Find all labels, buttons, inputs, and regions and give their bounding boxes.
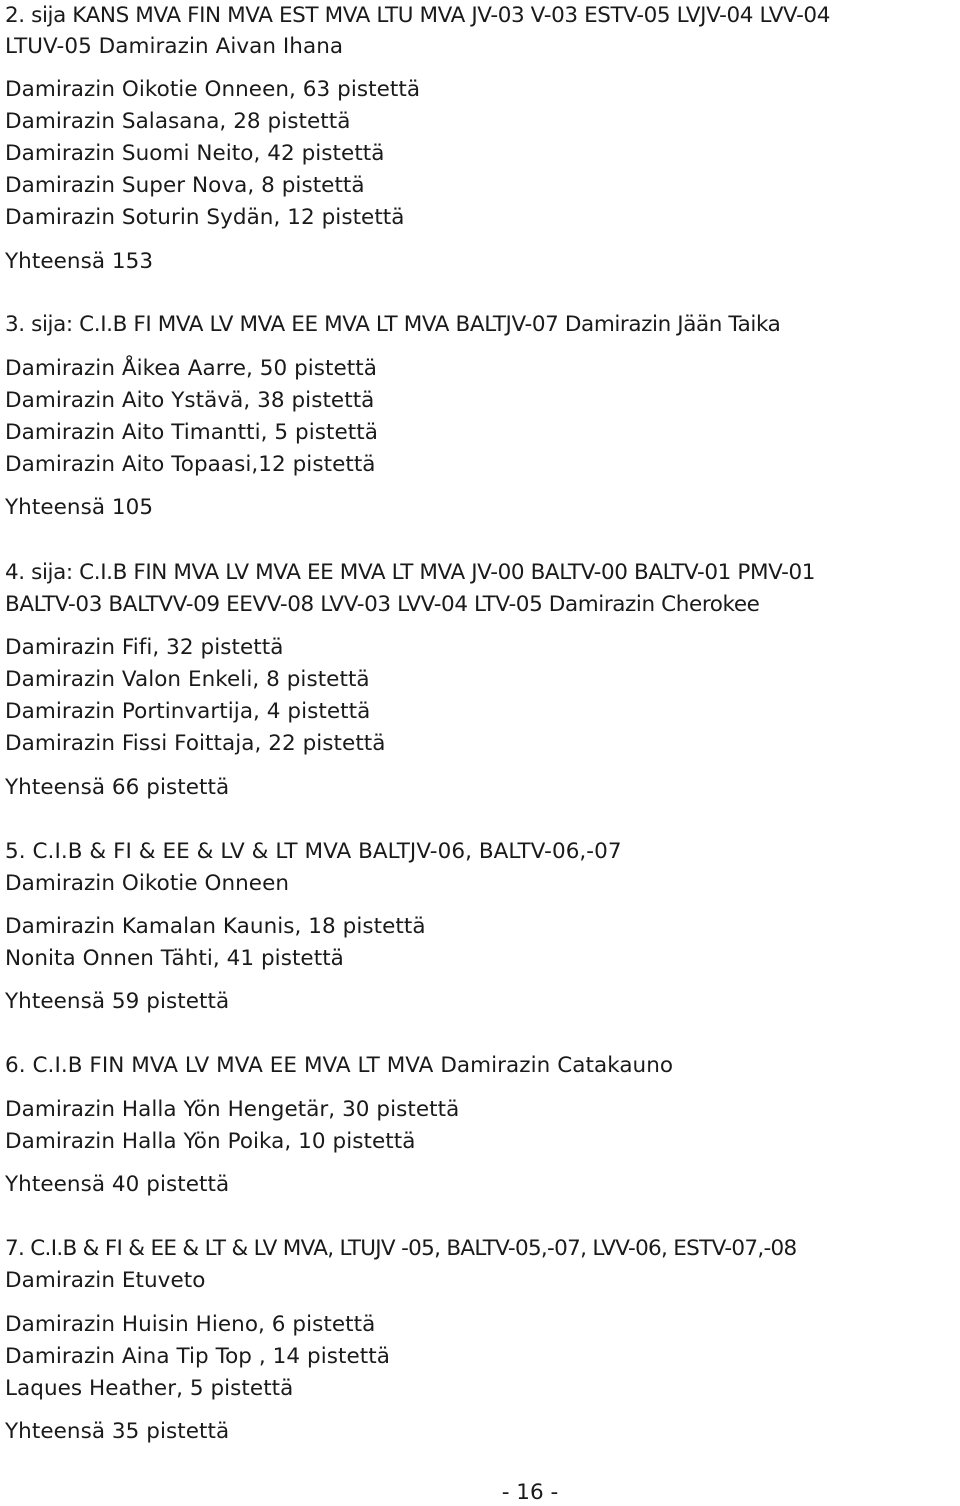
section-4-title-line-2: BALTV-03 BALTVV-09 EEVV-08 LVV-03 LVV-04 LTV-05 Damirazin Cherokee xyxy=(5,592,760,617)
section-5-title-line-1: 5. C.I.B & FI & EE & LV & LT MVA BALTJV-06, BALTV-06,-07 xyxy=(5,839,622,864)
section-2-title-line-1: 2. sija KANS MVA FIN MVA EST MVA LTU MVA JV-03 V-03 ESTV-05 LVJV-04 LVV-04 xyxy=(5,3,830,28)
section-6-offspring-2: Damirazin Halla Yön Poika, 10 pistettä xyxy=(5,1129,416,1154)
section-4-offspring-1: Damirazin Fifi, 32 pistettä xyxy=(5,635,284,660)
section-2-offspring-3: Damirazin Suomi Neito, 42 pistettä xyxy=(5,141,385,166)
section-2-offspring-1: Damirazin Oikotie Onneen, 63 pistettä xyxy=(5,77,421,102)
section-3-offspring-4: Damirazin Aito Topaasi,12 pistettä xyxy=(5,452,376,477)
section-7-offspring-1: Damirazin Huisin Hieno, 6 pistettä xyxy=(5,1312,376,1337)
section-4-offspring-4: Damirazin Fissi Foittaja, 22 pistettä xyxy=(5,731,386,756)
section-6-title-line-1: 6. C.I.B FIN MVA LV MVA EE MVA LT MVA Damirazin Catakauno xyxy=(5,1053,674,1078)
section-2-title-line-2: LTUV-05 Damirazin Aivan Ihana xyxy=(5,34,344,59)
section-7-title-line-1: 7. C.I.B & FI & EE & LT & LV MVA, LTUJV -05, BALTV-05,-07, LVV-06, ESTV-07,-08 xyxy=(5,1236,797,1261)
section-6-offspring-1: Damirazin Halla Yön Hengetär, 30 pistettä xyxy=(5,1097,460,1122)
section-3-offspring-1: Damirazin Åikea Aarre, 50 pistettä xyxy=(5,356,377,381)
section-3-offspring-2: Damirazin Aito Ystävä, 38 pistettä xyxy=(5,388,375,413)
section-5-offspring-1: Damirazin Kamalan Kaunis, 18 pistettä xyxy=(5,914,426,939)
section-2-offspring-4: Damirazin Super Nova, 8 pistettä xyxy=(5,173,365,198)
section-5-title-line-2: Damirazin Oikotie Onneen xyxy=(5,871,290,896)
section-4-offspring-2: Damirazin Valon Enkeli, 8 pistettä xyxy=(5,667,370,692)
page-number: - 16 - xyxy=(501,1480,559,1505)
section-2-offspring-2: Damirazin Salasana, 28 pistettä xyxy=(5,109,351,134)
section-4-offspring-3: Damirazin Portinvartija, 4 pistettä xyxy=(5,699,371,724)
section-2-total: Yhteensä 153 xyxy=(5,249,154,274)
section-4-total: Yhteensä 66 pistettä xyxy=(5,775,230,800)
section-5-total: Yhteensä 59 pistettä xyxy=(5,989,230,1014)
section-7-offspring-2: Damirazin Aina Tip Top , 14 pistettä xyxy=(5,1344,390,1369)
section-5-offspring-2: Nonita Onnen Tähti, 41 pistettä xyxy=(5,946,344,971)
section-2-offspring-5: Damirazin Soturin Sydän, 12 pistettä xyxy=(5,205,405,230)
section-3-offspring-3: Damirazin Aito Timantti, 5 pistettä xyxy=(5,420,378,445)
section-3-title-line-1: 3. sija: C.I.B FI MVA LV MVA EE MVA LT MVA BALTJV-07 Damirazin Jään Taika xyxy=(5,312,781,337)
section-6-total: Yhteensä 40 pistettä xyxy=(5,1172,230,1197)
section-7-offspring-3: Laques Heather, 5 pistettä xyxy=(5,1376,294,1401)
section-7-total: Yhteensä 35 pistettä xyxy=(5,1419,230,1444)
section-4-title-line-1: 4. sija: C.I.B FIN MVA LV MVA EE MVA LT MVA JV-00 BALTV-00 BALTV-01 PMV-01 xyxy=(5,560,816,585)
section-3-total: Yhteensä 105 xyxy=(5,495,154,520)
section-7-title-line-2: Damirazin Etuveto xyxy=(5,1268,206,1293)
